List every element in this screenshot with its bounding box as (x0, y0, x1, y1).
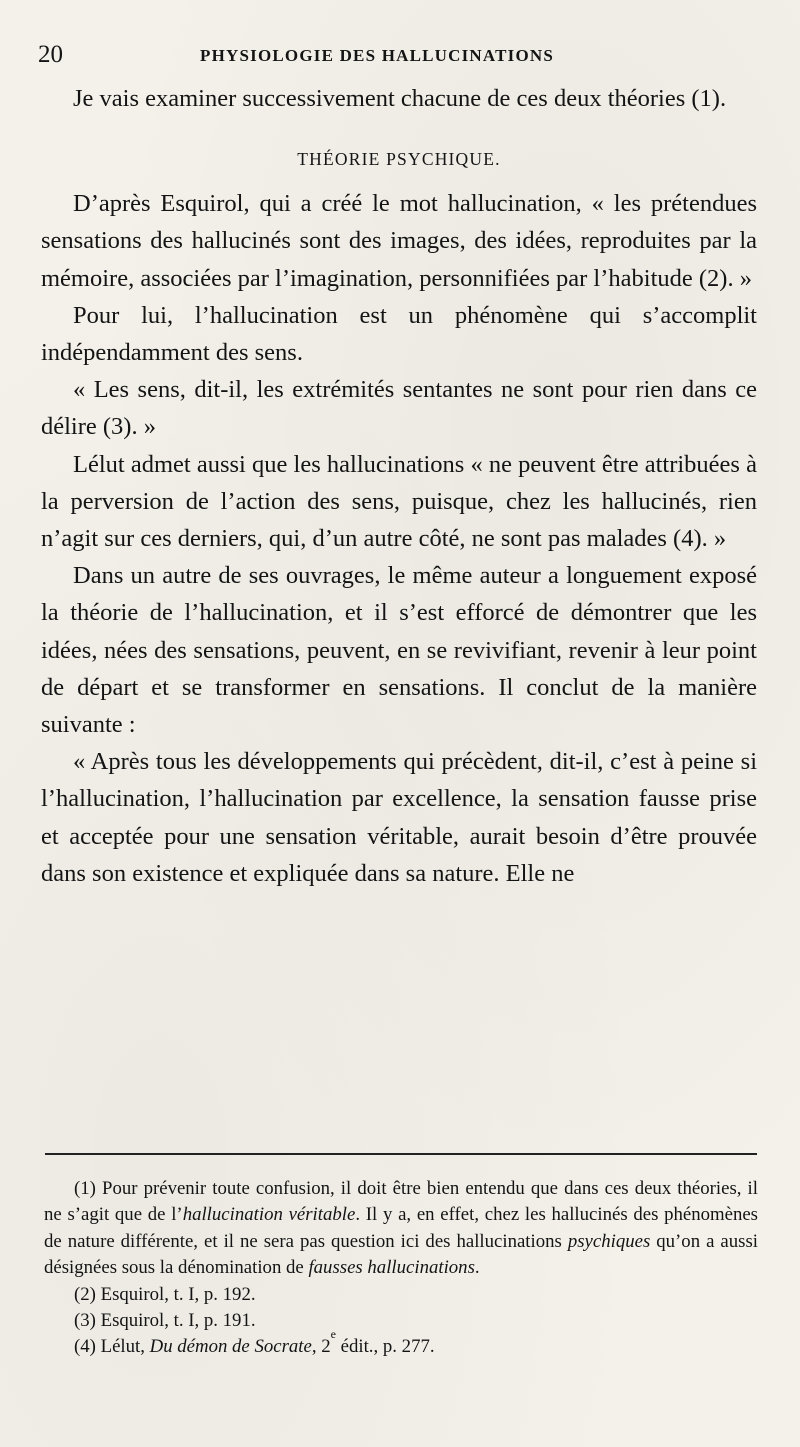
page-number: 20 (38, 41, 63, 68)
paragraph: D’après Esquirol, qui a créé le mot hallucination, « les prétendues sensations des hallucinés sont des images, des idées, reproduites par la mémoire, associées par l’imagination, personnifiées par l’habitude (2). » (41, 190, 757, 292)
running-title: PHYSIOLOGIE DES HALLUCINATIONS (200, 46, 555, 65)
paragraph: « Après tous les développements qui précèdent, dit-il, c’est à peine si l’hallucination, l’hallucination par excellence, la sensation fausse prise et acceptée pour une sensation véritable, aurait besoin d’être prouvée dans son existence et expliquée dans sa nature. Elle ne (41, 748, 757, 887)
footnote-text: édit., p. 277. (335, 1336, 435, 1358)
footnote-text: (1) Pour prévenir toute confusion, il doit être bien entendu que dans ces deux théories, il ne s’agit que de l’ (44, 1178, 758, 1226)
footnotes (44, 1176, 758, 1361)
paragraph: Pour lui, l’hallucination est un phénomène qui s’accomplit indépendamment des sens. (41, 301, 757, 367)
footnote-italic: psychiques (567, 1230, 651, 1252)
footnote-4 (44, 1327, 758, 1360)
section-heading: THÉORIE PSYCHIQUE. (297, 149, 501, 170)
footnote-2: (2) Esquirol, t. I, p. 192. (74, 1283, 256, 1305)
footnote-text: qu’on a aussi désignées sous la dénomination de (44, 1230, 758, 1279)
footnote-italic: hallucination véritable (182, 1204, 356, 1226)
paragraph: Dans un autre de ses ouvrages, le même auteur a longuement exposé la théorie de l’hallucination, et il s’est efforcé de démontrer que les idées, nées des sensations, peuvent, en se revivifiant, revenir à leur point de départ et se transformer en sensations. Il conclut de la manière suivante : (41, 562, 757, 739)
footnote-italic: fausses hallucinations (308, 1257, 475, 1279)
intro-paragraph: Je vais examiner successivement chacune de ces deux théories (1). (73, 85, 727, 112)
footnote-text: (4) Lélut, (74, 1336, 150, 1358)
body-text (41, 80, 757, 892)
footnote-text: , 2 (311, 1336, 331, 1358)
footnote-text: . Il y a, en effet, chez les hallucinés des phénomènes de nature différente, et il ne sera pas question ici des hallucinations (44, 1204, 758, 1252)
running-head (38, 40, 758, 70)
footnote-text: . (474, 1257, 480, 1279)
footnote-superscript: e (330, 1327, 336, 1342)
paragraph: « Les sens, dit-il, les extrémités sentantes ne sont pour rien dans ce délire (3). » (41, 376, 757, 441)
footnote-1 (44, 1176, 758, 1282)
footnote-divider (45, 1153, 757, 1155)
paragraph: Lélut admet aussi que les hallucinations « ne peuvent être attribuées à la perversion de l’action des sens, puisque, chez les hallucinés, rien n’agit sur ces derniers, qui, d’un autre côté, ne sont pas malades (4). » (41, 450, 757, 553)
footnote-italic: Du démon de Socrate (149, 1336, 312, 1358)
footnote-3: (3) Esquirol, t. I, p. 191. (74, 1310, 256, 1332)
